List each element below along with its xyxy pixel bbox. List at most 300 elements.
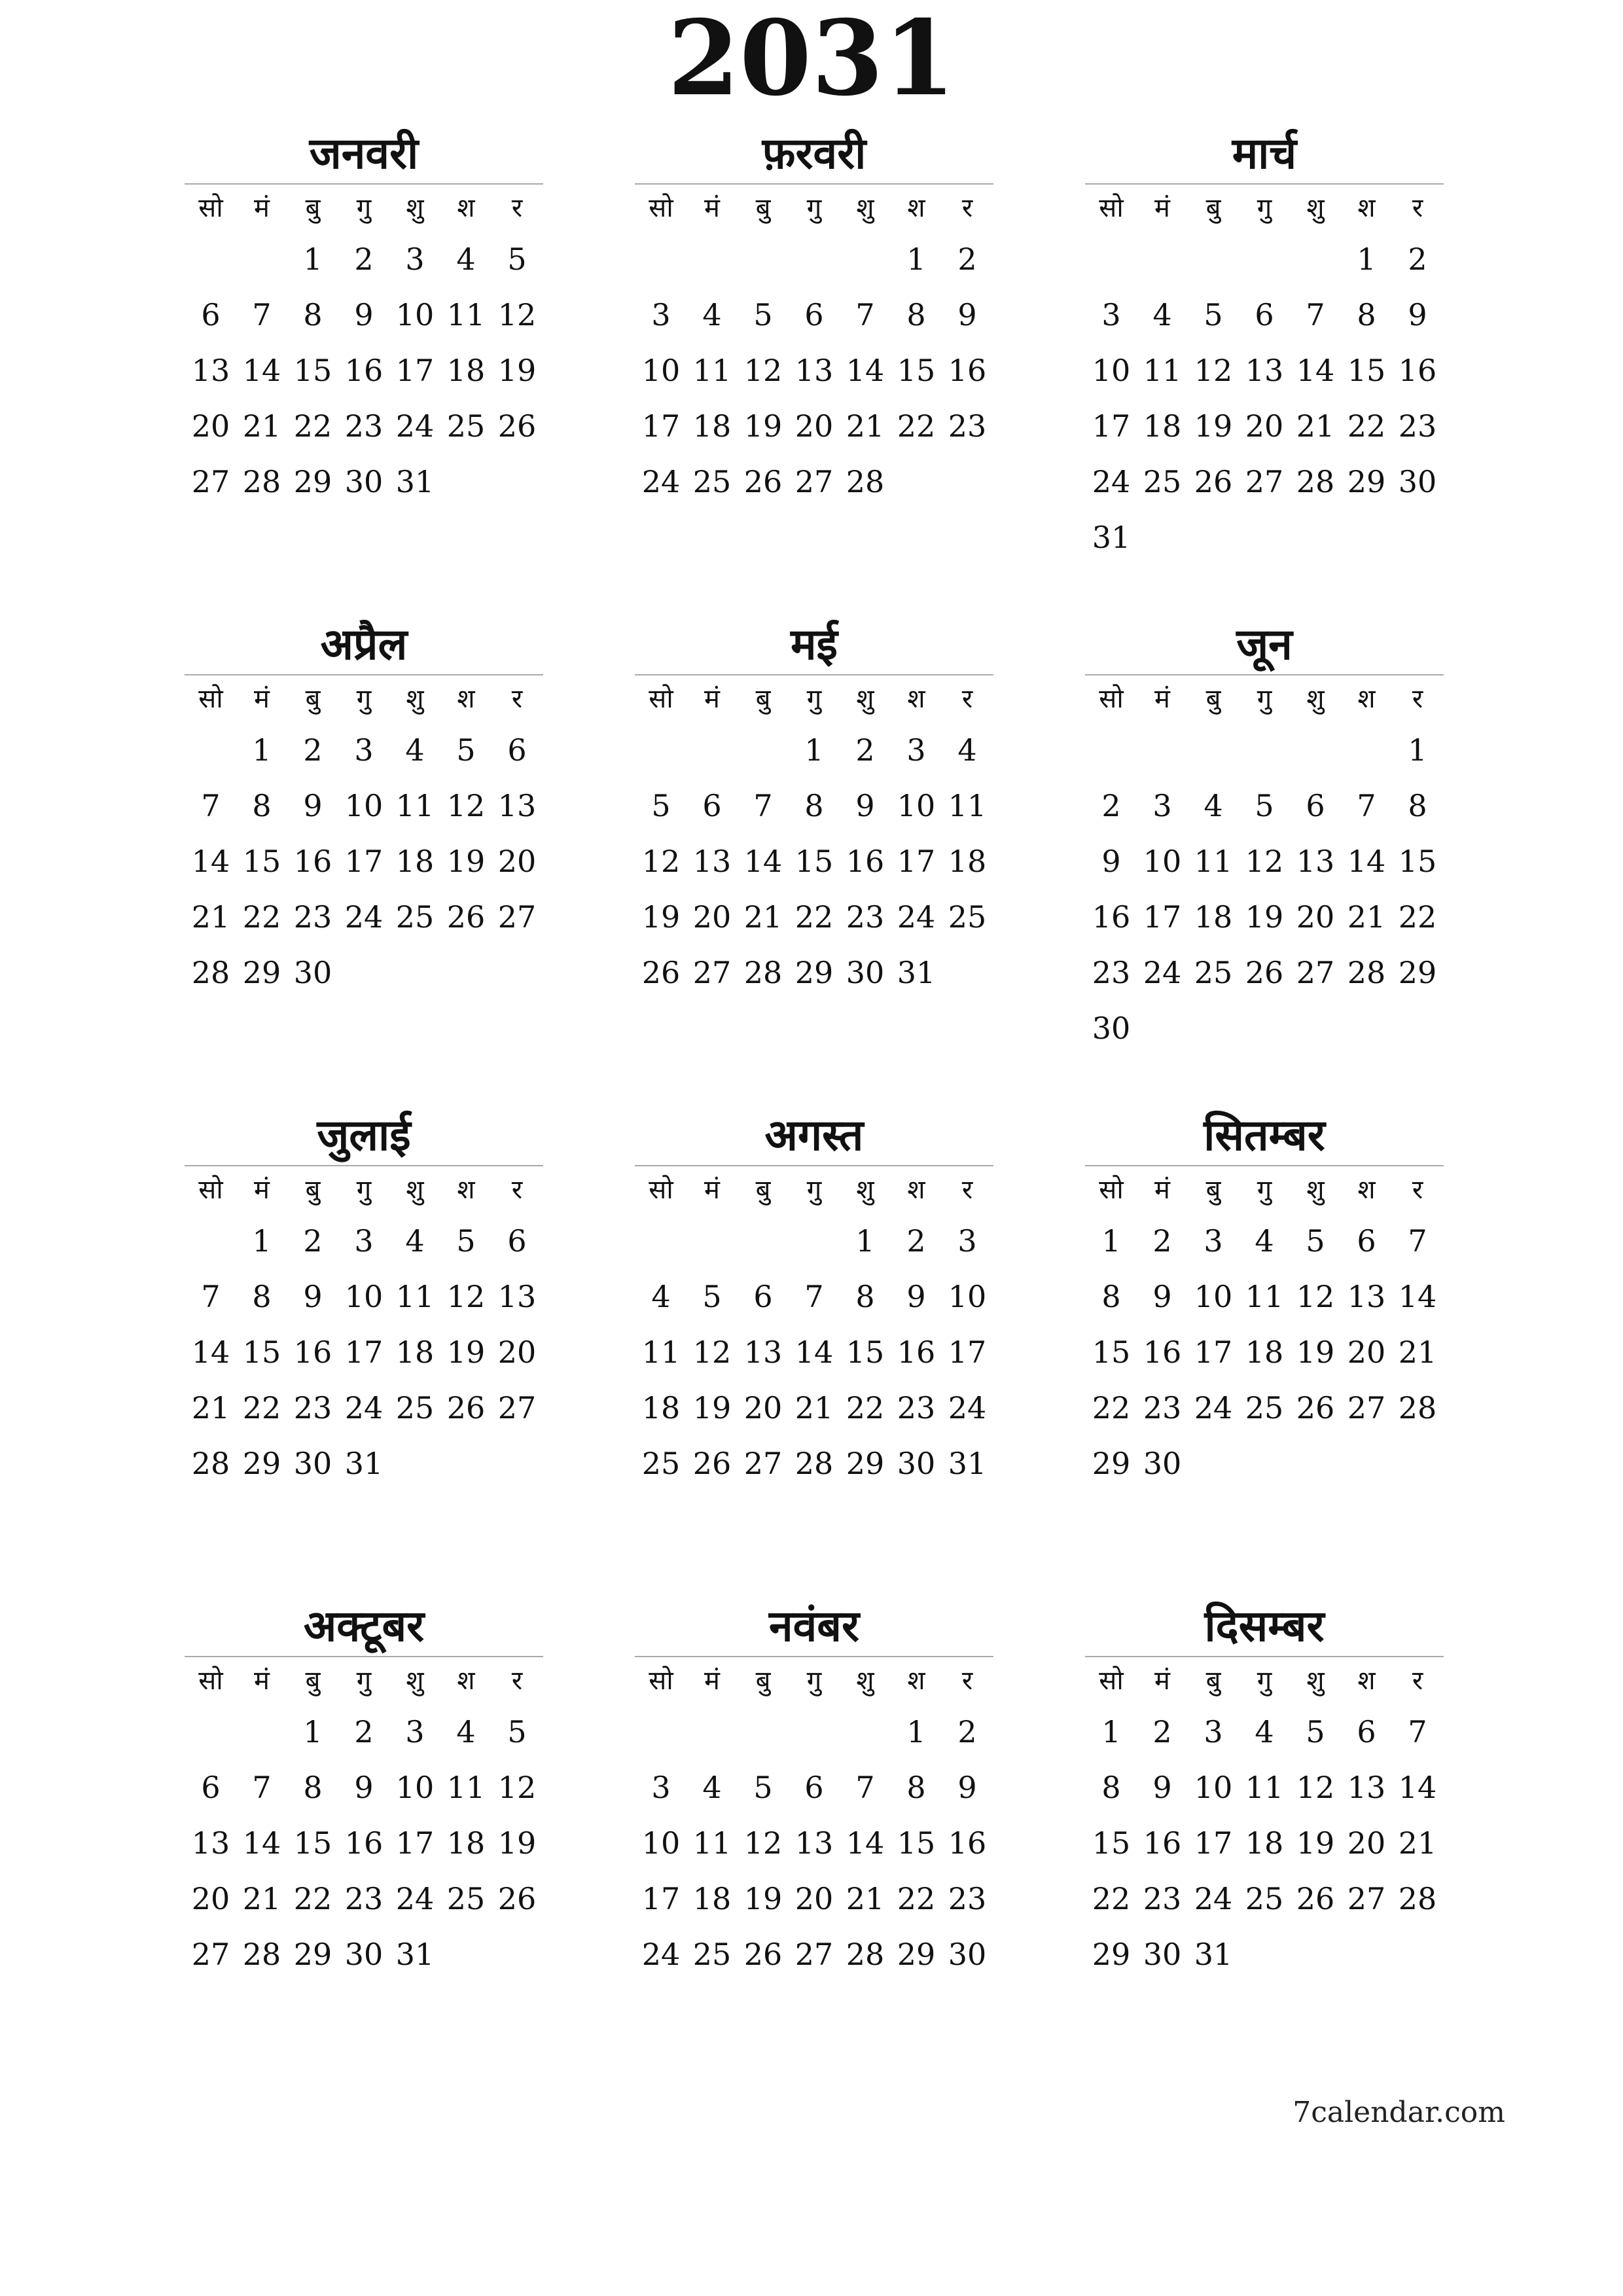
day-cell: 14 bbox=[191, 844, 230, 879]
empty-day-cell bbox=[1086, 232, 1137, 287]
day-cell: 15 bbox=[242, 844, 281, 879]
weekday-label: श bbox=[457, 193, 475, 223]
day-cell: 12 bbox=[497, 297, 537, 332]
month-name: मार्च bbox=[1232, 128, 1297, 179]
empty-day-cell bbox=[185, 723, 236, 778]
month-name: अक्टूबर bbox=[303, 1601, 425, 1651]
weekday-label: मं bbox=[704, 1666, 720, 1696]
day-cell: 21 bbox=[1398, 1825, 1437, 1861]
weekday-label: बु bbox=[755, 1666, 771, 1696]
day-cell: 7 bbox=[804, 1279, 824, 1314]
day-cell: 6 bbox=[507, 732, 527, 768]
day-cell: 28 bbox=[242, 1937, 281, 1972]
weekday-label: श bbox=[907, 1175, 925, 1205]
day-cell: 18 bbox=[395, 1335, 435, 1370]
month-name: मई bbox=[791, 619, 838, 670]
month-name: दिसम्बर bbox=[1204, 1601, 1325, 1651]
day-cell: 3 bbox=[354, 1223, 374, 1259]
day-cell: 16 bbox=[1092, 899, 1131, 935]
day-cell: 10 bbox=[1143, 844, 1182, 879]
day-cell: 27 bbox=[497, 1390, 537, 1426]
day-cell: 29 bbox=[897, 1937, 936, 1972]
day-cell: 21 bbox=[1347, 899, 1386, 935]
day-cell: 31 bbox=[1194, 1937, 1233, 1972]
day-cell: 2 bbox=[1152, 1714, 1172, 1749]
weekday-label: सो bbox=[198, 1175, 223, 1205]
weekday-label: र bbox=[961, 684, 973, 714]
month-block bbox=[1085, 1106, 1444, 1492]
weekday-label: बु bbox=[305, 1666, 321, 1696]
empty-day-cell bbox=[1290, 723, 1341, 778]
day-cell: 5 bbox=[1306, 1223, 1325, 1259]
day-cell: 11 bbox=[1245, 1770, 1284, 1805]
weekday-label: गु bbox=[356, 1175, 372, 1205]
day-cell: 25 bbox=[446, 408, 486, 444]
day-cell: 7 bbox=[855, 297, 875, 332]
day-cell: 22 bbox=[242, 899, 281, 935]
day-cell: 29 bbox=[1092, 1446, 1131, 1481]
weekday-label: गु bbox=[1257, 1666, 1272, 1696]
day-cell: 10 bbox=[641, 1825, 681, 1861]
day-cell: 13 bbox=[1347, 1279, 1386, 1314]
weekday-label: गु bbox=[356, 193, 372, 223]
day-cell: 6 bbox=[507, 1223, 527, 1259]
weekday-label: र bbox=[1412, 193, 1423, 223]
empty-day-cell bbox=[738, 1213, 789, 1269]
day-cell: 19 bbox=[497, 353, 537, 388]
day-cell: 14 bbox=[794, 1335, 834, 1370]
day-cell: 30 bbox=[293, 955, 332, 990]
day-cell: 13 bbox=[497, 788, 537, 823]
month-name: जून bbox=[1236, 619, 1293, 670]
day-cell: 15 bbox=[242, 1335, 281, 1370]
day-cell: 20 bbox=[743, 1390, 783, 1426]
weekday-label: बु bbox=[305, 193, 321, 223]
weekday-label: सो bbox=[1099, 684, 1124, 714]
day-cell: 13 bbox=[1296, 844, 1335, 879]
day-cell: 21 bbox=[743, 899, 783, 935]
day-cell: 11 bbox=[692, 1825, 732, 1861]
day-cell: 27 bbox=[1347, 1881, 1386, 1916]
day-cell: 6 bbox=[201, 297, 221, 332]
day-cell: 1 bbox=[303, 242, 323, 277]
weekday-label: श bbox=[457, 1666, 475, 1696]
empty-day-cell bbox=[185, 1704, 236, 1760]
day-grid bbox=[185, 675, 543, 1001]
day-cell: 18 bbox=[692, 1881, 732, 1916]
day-cell: 15 bbox=[1092, 1335, 1131, 1370]
day-cell: 3 bbox=[906, 732, 926, 768]
empty-day-cell bbox=[1239, 232, 1290, 287]
day-cell: 20 bbox=[497, 1335, 537, 1370]
day-cell: 2 bbox=[303, 1223, 323, 1259]
day-cell: 3 bbox=[651, 1770, 671, 1805]
empty-day-cell bbox=[1188, 723, 1239, 778]
day-cell: 24 bbox=[948, 1390, 987, 1426]
weekday-label: सो bbox=[649, 1666, 673, 1696]
day-cell: 22 bbox=[846, 1390, 885, 1426]
day-cell: 21 bbox=[191, 899, 230, 935]
day-cell: 22 bbox=[242, 1390, 281, 1426]
day-cell: 20 bbox=[191, 408, 230, 444]
day-cell: 4 bbox=[456, 242, 476, 277]
day-cell: 11 bbox=[395, 1279, 435, 1314]
day-cell: 7 bbox=[753, 788, 773, 823]
day-cell: 3 bbox=[1204, 1223, 1223, 1259]
weekday-label: बु bbox=[1205, 684, 1221, 714]
day-cell: 12 bbox=[641, 844, 681, 879]
day-cell: 19 bbox=[743, 408, 783, 444]
day-cell: 3 bbox=[1101, 297, 1121, 332]
day-cell: 5 bbox=[753, 1770, 773, 1805]
empty-day-cell bbox=[635, 723, 687, 778]
empty-day-cell bbox=[738, 723, 789, 778]
day-grid bbox=[1086, 675, 1443, 1056]
day-cell: 5 bbox=[456, 732, 476, 768]
day-cell: 10 bbox=[1194, 1279, 1233, 1314]
day-cell: 22 bbox=[897, 408, 936, 444]
day-cell: 2 bbox=[957, 242, 977, 277]
weekday-label: शु bbox=[1306, 1175, 1325, 1205]
weekday-label: गु bbox=[1257, 684, 1272, 714]
day-cell: 28 bbox=[1398, 1390, 1437, 1426]
day-cell: 4 bbox=[1255, 1714, 1274, 1749]
day-cell: 27 bbox=[191, 1937, 230, 1972]
weekday-label: गु bbox=[806, 1666, 822, 1696]
day-grid bbox=[1086, 1166, 1443, 1492]
day-cell: 10 bbox=[948, 1279, 987, 1314]
weekday-label: शु bbox=[1306, 193, 1325, 223]
day-grid bbox=[635, 1657, 993, 1982]
day-cell: 5 bbox=[507, 1714, 527, 1749]
month-block bbox=[635, 124, 993, 510]
day-cell: 1 bbox=[906, 1714, 926, 1749]
day-cell: 30 bbox=[846, 955, 885, 990]
day-grid bbox=[185, 1166, 543, 1492]
day-cell: 9 bbox=[1101, 844, 1121, 879]
day-cell: 9 bbox=[354, 1770, 374, 1805]
day-cell: 3 bbox=[405, 1714, 425, 1749]
weekday-label: शु bbox=[1306, 684, 1325, 714]
day-cell: 17 bbox=[1092, 408, 1131, 444]
day-cell: 1 bbox=[303, 1714, 323, 1749]
day-cell: 13 bbox=[191, 353, 230, 388]
weekday-label: मं bbox=[1154, 1666, 1170, 1696]
day-cell: 22 bbox=[1347, 408, 1386, 444]
day-cell: 6 bbox=[753, 1279, 773, 1314]
weekday-label: गु bbox=[806, 193, 822, 223]
empty-day-cell bbox=[789, 1213, 840, 1269]
day-cell: 16 bbox=[293, 844, 332, 879]
weekday-label: श bbox=[1357, 193, 1376, 223]
day-cell: 15 bbox=[293, 353, 332, 388]
day-cell: 20 bbox=[794, 408, 834, 444]
weekday-label: शु bbox=[1306, 1666, 1325, 1696]
weekday-label: सो bbox=[1099, 1175, 1124, 1205]
weekday-label: र bbox=[511, 684, 523, 714]
day-cell: 29 bbox=[1347, 464, 1386, 499]
day-cell: 24 bbox=[344, 1390, 383, 1426]
day-cell: 28 bbox=[794, 1446, 834, 1481]
weekday-label: सो bbox=[649, 684, 673, 714]
day-cell: 12 bbox=[446, 788, 486, 823]
empty-day-cell bbox=[1290, 232, 1341, 287]
day-cell: 13 bbox=[794, 353, 834, 388]
day-cell: 25 bbox=[641, 1446, 681, 1481]
weekday-label: श bbox=[1357, 684, 1376, 714]
day-cell: 15 bbox=[794, 844, 834, 879]
day-cell: 28 bbox=[743, 955, 783, 990]
month-block bbox=[1085, 615, 1444, 1056]
day-cell: 18 bbox=[1194, 899, 1233, 935]
day-cell: 25 bbox=[1245, 1881, 1284, 1916]
day-cell: 8 bbox=[1408, 788, 1427, 823]
day-cell: 25 bbox=[395, 899, 435, 935]
day-cell: 4 bbox=[957, 732, 977, 768]
day-cell: 8 bbox=[1357, 297, 1376, 332]
day-cell: 7 bbox=[252, 297, 272, 332]
day-cell: 16 bbox=[293, 1335, 332, 1370]
weekday-label: मं bbox=[1154, 684, 1170, 714]
day-cell: 23 bbox=[293, 1390, 332, 1426]
day-cell: 23 bbox=[1143, 1881, 1182, 1916]
day-cell: 12 bbox=[1194, 353, 1233, 388]
day-cell: 18 bbox=[446, 353, 486, 388]
empty-day-cell bbox=[840, 232, 891, 287]
day-cell: 13 bbox=[1347, 1770, 1386, 1805]
day-cell: 26 bbox=[743, 464, 783, 499]
weekday-label: र bbox=[511, 1666, 523, 1696]
day-cell: 21 bbox=[846, 1881, 885, 1916]
month-block bbox=[1085, 124, 1444, 565]
day-cell: 12 bbox=[692, 1335, 732, 1370]
day-cell: 26 bbox=[641, 955, 681, 990]
day-cell: 14 bbox=[191, 1335, 230, 1370]
day-cell: 29 bbox=[846, 1446, 885, 1481]
day-cell: 23 bbox=[1143, 1390, 1182, 1426]
day-cell: 17 bbox=[1194, 1825, 1233, 1861]
day-cell: 28 bbox=[1296, 464, 1335, 499]
day-cell: 25 bbox=[692, 1937, 732, 1972]
day-cell: 31 bbox=[897, 955, 936, 990]
day-cell: 13 bbox=[1245, 353, 1284, 388]
day-cell: 20 bbox=[497, 844, 537, 879]
day-cell: 20 bbox=[794, 1881, 834, 1916]
day-cell: 8 bbox=[1101, 1279, 1121, 1314]
day-cell: 17 bbox=[948, 1335, 987, 1370]
day-cell: 26 bbox=[446, 899, 486, 935]
day-cell: 12 bbox=[446, 1279, 486, 1314]
day-cell: 12 bbox=[1245, 844, 1284, 879]
day-cell: 9 bbox=[957, 1770, 977, 1805]
weekday-label: र bbox=[1412, 1175, 1423, 1205]
day-cell: 31 bbox=[1092, 520, 1131, 555]
day-cell: 25 bbox=[948, 899, 987, 935]
day-cell: 6 bbox=[1255, 297, 1274, 332]
weekday-label: र bbox=[961, 1175, 973, 1205]
day-cell: 22 bbox=[897, 1881, 936, 1916]
day-cell: 29 bbox=[242, 1446, 281, 1481]
day-cell: 19 bbox=[497, 1825, 537, 1861]
day-cell: 29 bbox=[242, 955, 281, 990]
month-block bbox=[635, 615, 993, 1001]
day-cell: 23 bbox=[1092, 955, 1131, 990]
day-cell: 23 bbox=[1398, 408, 1437, 444]
day-cell: 11 bbox=[446, 1770, 486, 1805]
weekday-label: मं bbox=[704, 1175, 720, 1205]
day-cell: 17 bbox=[344, 1335, 383, 1370]
day-cell: 4 bbox=[1255, 1223, 1274, 1259]
day-cell: 11 bbox=[1194, 844, 1233, 879]
day-cell: 1 bbox=[906, 242, 926, 277]
day-cell: 16 bbox=[897, 1335, 936, 1370]
day-cell: 24 bbox=[1143, 955, 1182, 990]
month-name: नवंबर bbox=[768, 1601, 859, 1651]
day-cell: 31 bbox=[948, 1446, 987, 1481]
day-cell: 11 bbox=[395, 788, 435, 823]
weekday-label: शु bbox=[406, 1175, 424, 1205]
day-cell: 3 bbox=[651, 297, 671, 332]
day-cell: 15 bbox=[1398, 844, 1437, 879]
weekday-label: मं bbox=[254, 193, 270, 223]
day-cell: 21 bbox=[242, 408, 281, 444]
day-cell: 30 bbox=[948, 1937, 987, 1972]
weekday-label: गु bbox=[356, 1666, 372, 1696]
day-cell: 31 bbox=[395, 1937, 435, 1972]
day-cell: 7 bbox=[855, 1770, 875, 1805]
day-cell: 12 bbox=[1296, 1279, 1335, 1314]
day-cell: 2 bbox=[354, 242, 374, 277]
empty-day-cell bbox=[236, 232, 287, 287]
empty-day-cell bbox=[687, 1213, 738, 1269]
day-cell: 6 bbox=[1357, 1223, 1376, 1259]
day-cell: 3 bbox=[1204, 1714, 1223, 1749]
weekday-label: सो bbox=[1099, 1666, 1124, 1696]
day-cell: 16 bbox=[1143, 1825, 1182, 1861]
weekday-label: बु bbox=[755, 684, 771, 714]
day-cell: 23 bbox=[293, 899, 332, 935]
day-cell: 9 bbox=[1152, 1279, 1172, 1314]
day-cell: 30 bbox=[1143, 1446, 1182, 1481]
day-cell: 10 bbox=[395, 1770, 435, 1805]
weekday-label: गु bbox=[806, 684, 822, 714]
day-cell: 21 bbox=[794, 1390, 834, 1426]
day-cell: 24 bbox=[395, 1881, 435, 1916]
day-cell: 29 bbox=[794, 955, 834, 990]
day-cell: 14 bbox=[846, 1825, 885, 1861]
day-cell: 28 bbox=[1347, 955, 1386, 990]
day-cell: 8 bbox=[303, 297, 323, 332]
weekday-label: सो bbox=[198, 1666, 223, 1696]
day-cell: 24 bbox=[1194, 1390, 1233, 1426]
day-cell: 26 bbox=[497, 408, 537, 444]
day-cell: 8 bbox=[303, 1770, 323, 1805]
day-cell: 16 bbox=[846, 844, 885, 879]
weekday-label: मं bbox=[1154, 1175, 1170, 1205]
day-cell: 26 bbox=[446, 1390, 486, 1426]
day-cell: 24 bbox=[344, 899, 383, 935]
day-cell: 26 bbox=[1245, 955, 1284, 990]
day-cell: 19 bbox=[1194, 408, 1233, 444]
day-cell: 3 bbox=[957, 1223, 977, 1259]
day-cell: 15 bbox=[897, 1825, 936, 1861]
day-cell: 1 bbox=[1357, 242, 1376, 277]
day-cell: 10 bbox=[395, 297, 435, 332]
day-cell: 4 bbox=[702, 1770, 722, 1805]
day-cell: 4 bbox=[651, 1279, 671, 1314]
weekday-label: मं bbox=[254, 1175, 270, 1205]
month-name: जनवरी bbox=[309, 128, 419, 179]
empty-day-cell bbox=[738, 1704, 789, 1760]
day-cell: 8 bbox=[1101, 1770, 1121, 1805]
month-name: सितम्बर bbox=[1204, 1110, 1325, 1160]
day-cell: 18 bbox=[1245, 1335, 1284, 1370]
weekday-label: श bbox=[457, 1175, 475, 1205]
weekday-label: शु bbox=[856, 193, 874, 223]
day-cell: 24 bbox=[1194, 1881, 1233, 1916]
website-link[interactable]: 7calendar.com bbox=[1293, 2096, 1505, 2129]
day-cell: 30 bbox=[897, 1446, 936, 1481]
day-cell: 15 bbox=[293, 1825, 332, 1861]
day-cell: 23 bbox=[897, 1390, 936, 1426]
weekday-label: श bbox=[907, 1666, 925, 1696]
weekday-label: सो bbox=[198, 193, 223, 223]
day-grid bbox=[635, 675, 993, 1001]
day-cell: 2 bbox=[1101, 788, 1121, 823]
day-cell: 5 bbox=[651, 788, 671, 823]
empty-day-cell bbox=[185, 232, 236, 287]
day-cell: 5 bbox=[456, 1223, 476, 1259]
day-cell: 14 bbox=[1296, 353, 1335, 388]
day-cell: 7 bbox=[1357, 788, 1376, 823]
day-cell: 21 bbox=[242, 1881, 281, 1916]
day-cell: 25 bbox=[1245, 1390, 1284, 1426]
weekday-label: श bbox=[1357, 1666, 1376, 1696]
day-cell: 25 bbox=[446, 1881, 486, 1916]
day-cell: 19 bbox=[446, 844, 486, 879]
weekday-label: शु bbox=[406, 1666, 424, 1696]
day-cell: 10 bbox=[344, 1279, 383, 1314]
day-cell: 29 bbox=[293, 464, 332, 499]
day-cell: 27 bbox=[1347, 1390, 1386, 1426]
day-cell: 7 bbox=[1408, 1223, 1427, 1259]
day-cell: 1 bbox=[252, 1223, 272, 1259]
day-cell: 25 bbox=[692, 464, 732, 499]
empty-day-cell bbox=[687, 723, 738, 778]
day-cell: 15 bbox=[897, 353, 936, 388]
day-cell: 16 bbox=[1398, 353, 1437, 388]
day-cell: 20 bbox=[1296, 899, 1335, 935]
day-cell: 9 bbox=[1152, 1770, 1172, 1805]
day-cell: 27 bbox=[743, 1446, 783, 1481]
day-cell: 14 bbox=[242, 353, 281, 388]
day-cell: 23 bbox=[846, 899, 885, 935]
day-cell: 28 bbox=[1398, 1881, 1437, 1916]
empty-day-cell bbox=[1086, 723, 1137, 778]
day-cell: 26 bbox=[497, 1881, 537, 1916]
day-cell: 9 bbox=[957, 297, 977, 332]
day-cell: 8 bbox=[804, 788, 824, 823]
empty-day-cell bbox=[1188, 232, 1239, 287]
day-cell: 9 bbox=[855, 788, 875, 823]
day-cell: 13 bbox=[692, 844, 732, 879]
day-cell: 13 bbox=[497, 1279, 537, 1314]
day-cell: 4 bbox=[702, 297, 722, 332]
day-cell: 6 bbox=[702, 788, 722, 823]
day-cell: 10 bbox=[897, 788, 936, 823]
weekday-label: मं bbox=[1154, 193, 1170, 223]
day-cell: 11 bbox=[692, 353, 732, 388]
